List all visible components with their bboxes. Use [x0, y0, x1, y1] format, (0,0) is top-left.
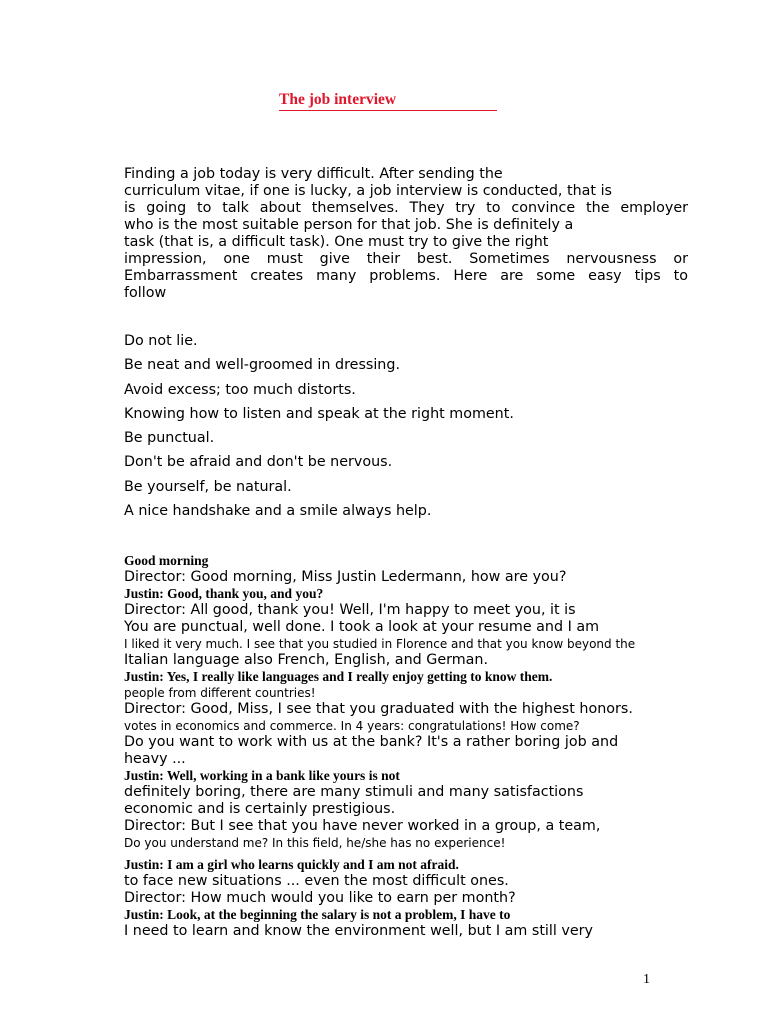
dialogue-line: Do you understand me? In this field, he/she has no experience!: [124, 836, 506, 850]
dialogue-line: Director: Good morning, Miss Justin Ledermann, how are you?: [124, 569, 567, 585]
tip-item: Be neat and well-groomed in dressing.: [124, 357, 400, 374]
tip-item: Do not lie.: [124, 333, 198, 349]
dialogue-line: You are punctual, well done. I took a look at your resume and I am: [124, 619, 600, 635]
dialogue-line: to face new situations ... even the most difficult ones.: [124, 873, 509, 889]
dialogue-line: I liked it very much. I see that you studied in Florence and that you know beyond the: [124, 637, 636, 651]
page-number: 1: [643, 972, 650, 987]
dialogue-line: definitely boring, there are many stimuli and many satisfactions: [124, 784, 584, 800]
intro-line: task (that is, a difficult task). One must try to give the right: [124, 234, 549, 250]
intro-line: curriculum vitae, if one is lucky, a job interview is conducted, that is: [124, 183, 613, 199]
tip-item: Knowing how to listen and speak at the right moment.: [124, 405, 514, 422]
intro-line: Finding a job today is very difficult. After sending the: [124, 166, 503, 182]
dialogue-line: Director: All good, thank you! Well, I'm happy to meet you, it is: [124, 602, 576, 618]
dialogue-line: votes in economics and commerce. In 4 years: congratulations! How come?: [124, 719, 580, 733]
intro-paragraph: [124, 166, 688, 302]
intro-line: who is the most suitable person for that job. She is definitely a: [124, 217, 574, 233]
dialogue-line: Do you want to work with us at the bank? It's a rather boring job and: [124, 734, 619, 750]
tip-item: Be punctual.: [124, 430, 215, 447]
dialogue-line: Director: But I see that you have never worked in a group, a team,: [124, 818, 601, 834]
tip-item: Be yourself, be natural.: [124, 478, 292, 495]
dialogue-line: people from different countries!: [124, 686, 316, 700]
dialogue-line-speaker: Justin: Look, at the beginning the salary is not a problem, I have to: [124, 907, 511, 922]
dialogue-line-speaker: Good morning: [124, 553, 209, 568]
dialogue-line-speaker: Justin: Yes, I really like languages and I really enjoy getting to know them.: [124, 669, 553, 684]
intro-line: follow: [124, 285, 167, 301]
tip-item: Avoid excess; too much distorts.: [124, 381, 356, 398]
intro-line: impression, one must give their best. Sometimes nervousness or: [124, 251, 688, 267]
tip-item: A nice handshake and a smile always help.: [124, 503, 432, 520]
dialogue-line: heavy ...: [124, 751, 186, 767]
dialogue-line: economic and is certainly prestigious.: [124, 801, 396, 817]
tips-list: [124, 333, 514, 527]
dialogue-line: I need to learn and know the environment well, but I am still very: [124, 923, 593, 939]
dialogue-line: Italian language also French, English, and German.: [124, 652, 489, 668]
dialogue-line: Director: Good, Miss, I see that you graduated with the highest honors.: [124, 701, 633, 717]
tip-item: Don't be afraid and don't be nervous.: [124, 454, 393, 471]
dialogue-line-speaker: Justin: Well, working in a bank like yours is not: [124, 768, 400, 783]
intro-line: is going to talk about themselves. They try to convince the employer: [124, 200, 688, 216]
dialogue-line: Director: How much would you like to earn per month?: [124, 890, 516, 906]
intro-line: Embarrassment creates many problems. Here are some easy tips to: [124, 268, 688, 284]
dialogue-line-speaker: Justin: I am a girl who learns quickly and I am not afraid.: [124, 857, 459, 872]
interview-dialogue: [124, 553, 704, 940]
dialogue-line-speaker: Justin: Good, thank you, and you?: [124, 586, 324, 601]
document-title: The job interview: [279, 91, 497, 111]
